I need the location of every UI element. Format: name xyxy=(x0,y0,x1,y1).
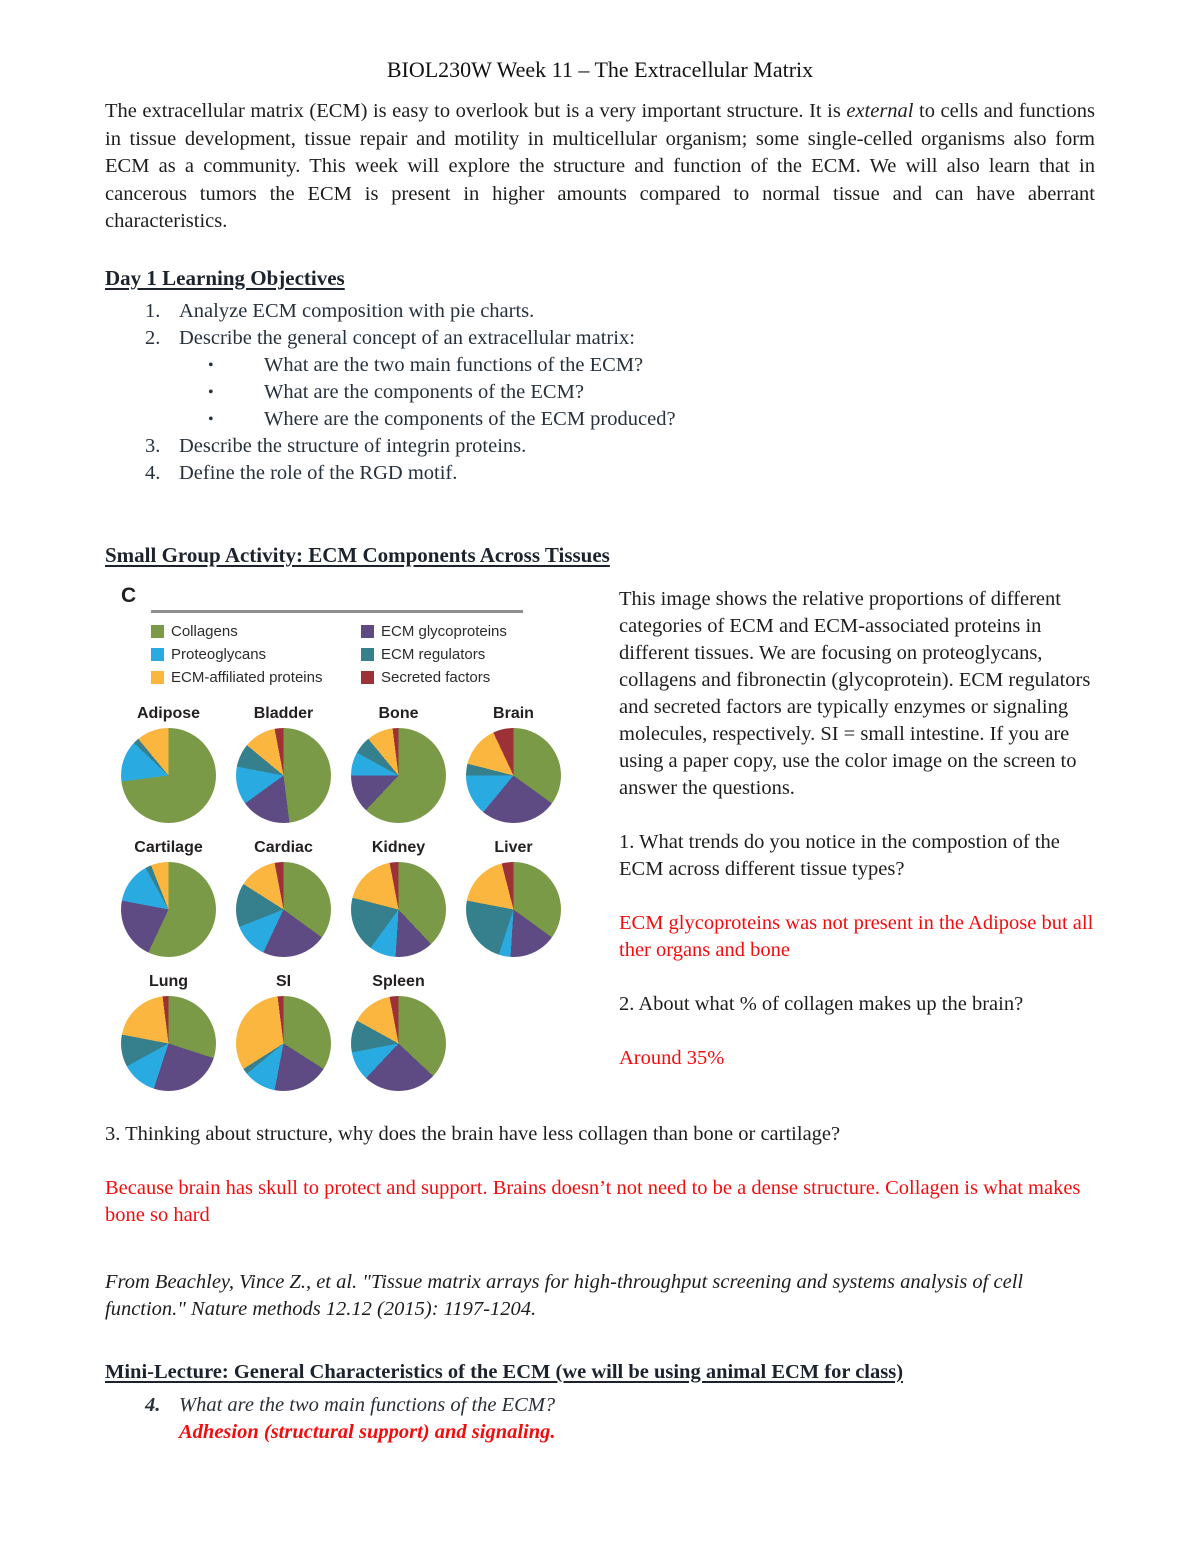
pie-bone xyxy=(351,728,446,823)
pie-label: SI xyxy=(275,972,292,990)
legend-swatch-ecm-regulators xyxy=(361,648,374,661)
pie-si xyxy=(236,996,331,1091)
pie-label: Liver xyxy=(494,838,533,856)
objective-text: Describe the structure of integrin proteins. xyxy=(179,434,527,457)
legend-swatch-ecm-glycoproteins xyxy=(361,625,374,638)
legend-label: Proteoglycans xyxy=(171,645,267,663)
pie-label: Bone xyxy=(378,704,419,722)
intro-italic-word: external xyxy=(846,100,914,122)
question-1: 1. What trends do you notice in the compostion of the ECM across different tissue types? xyxy=(619,830,1060,880)
question-3: 3. Thinking about structure, why does the brain have less collagen than bone or cartilage? xyxy=(105,1122,841,1145)
pie-lung xyxy=(121,996,216,1091)
pie-chart-adipose xyxy=(121,705,216,823)
pie-label: Cardiac xyxy=(254,838,313,856)
objective-text: Describe the general concept of an extracellular matrix: xyxy=(179,326,635,349)
pie-chart-si xyxy=(236,973,331,1091)
objective-item-1 xyxy=(145,298,1095,325)
heading-mini-lecture: Mini-Lecture: General Characteristics of the ECM (we will be using animal ECM for class) xyxy=(105,1360,904,1383)
objectives-list xyxy=(105,298,1095,487)
page-title: BIOL230W Week 11 – The Extracellular Matrix xyxy=(386,57,814,82)
figure-panel-label: C xyxy=(121,583,137,607)
pie-chart-cartilage xyxy=(121,839,216,957)
pie-chart-bladder xyxy=(236,705,331,823)
objective-number: 4. xyxy=(145,461,161,484)
mini-lecture-item-4 xyxy=(145,1392,1095,1419)
objective-2-sub-bullets xyxy=(208,352,1095,433)
legend-label: ECM regulators xyxy=(381,645,486,663)
legend-item-ecm-affiliated xyxy=(151,666,361,689)
pie-chart-lung xyxy=(121,973,216,1091)
pie-label: Cartilage xyxy=(134,838,203,856)
pie-chart-kidney xyxy=(351,839,446,957)
pie-adipose xyxy=(121,728,216,823)
bullet-icon: • xyxy=(208,383,214,401)
ecm-pie-figure xyxy=(105,584,595,1091)
pie-label: Bladder xyxy=(253,704,314,722)
objective-item-3 xyxy=(145,433,1095,460)
sub-bullet-text: What are the components of the ECM? xyxy=(264,380,584,403)
question-2: 2. About what % of collagen makes up the brain? xyxy=(619,992,1024,1015)
legend-swatch-collagens xyxy=(151,625,164,638)
objective-item-4 xyxy=(145,460,1095,487)
legend-label: ECM glycoproteins xyxy=(381,622,507,640)
bullet-icon: • xyxy=(208,356,214,374)
sub-bullet-text: What are the two main functions of the ECM? xyxy=(264,353,644,376)
intro-paragraph xyxy=(105,98,1095,236)
legend-item-proteoglycans xyxy=(151,643,361,666)
objective-number: 1. xyxy=(145,299,161,322)
pie-chart-brain xyxy=(466,705,561,823)
figure-citation: From Beachley, Vince Z., et al. "Tissue matrix arrays for high-throughput screening and systems analysis of cell function." Nature methods 12.12 (2015): 1197-1204. xyxy=(105,1270,1024,1320)
pie-label: Brain xyxy=(493,704,534,722)
legend-label: Collagens xyxy=(171,622,238,640)
figure-legend xyxy=(151,610,523,689)
activity-figure-row xyxy=(105,584,1095,1091)
intro-text-2: to cells and functions in tissue development, tissue repair and motility in multicellular organism; some single-celled organisms also form ECM as a community. This week will explore the structure and function of the ECM. We will also learn that in cancerous tumors the ECM is present in higher amounts compared to normal tissue and can have aberrant characteristics. xyxy=(105,100,1095,232)
figure-description: This image shows the relative proportions of different categories of ECM and ECM-associated proteins in different tissues. We are focusing on proteoglycans, collagens and fibronectin (glycoprotein). ECM regulators and secreted factors are typically enzymes or signaling molecules, respectively. SI = small intestine. If you are using a paper copy, use the color image on the screen to answer the questions. xyxy=(619,587,1091,799)
answer-3: Because brain has skull to protect and support. Brains doesn’t not need to be a dense structure. Collagen is what makes bone so hard xyxy=(105,1176,1081,1226)
objective-number: 2. xyxy=(145,326,161,349)
pie-label: Adipose xyxy=(136,704,201,722)
legend-label: Secreted factors xyxy=(381,668,491,686)
answer-2: Around 35% xyxy=(619,1046,725,1069)
pie-chart-bone xyxy=(351,705,446,823)
pie-label: Spleen xyxy=(372,972,425,990)
sub-bullet-2 xyxy=(208,379,1095,406)
item-text: What are the two main functions of the ECM? xyxy=(179,1393,556,1416)
legend-item-secreted-factors xyxy=(361,666,523,689)
sub-bullet-text: Where are the components of the ECM produced? xyxy=(264,407,676,430)
sub-bullet-1 xyxy=(208,352,1095,379)
bullet-icon: • xyxy=(208,410,214,428)
intro-text-1: The extracellular matrix (ECM) is easy to overlook but is a very important structure. It is xyxy=(105,100,847,122)
pie-chart-grid xyxy=(111,705,595,1091)
legend-item-collagens xyxy=(151,620,361,643)
answer-1: ECM glycoproteins was not present in the Adipose but all ther organs and bone xyxy=(619,911,1094,961)
objective-text: Analyze ECM composition with pie charts. xyxy=(179,299,535,322)
pie-cartilage xyxy=(121,862,216,957)
pie-label: Lung xyxy=(148,972,189,990)
pie-spleen xyxy=(351,996,446,1091)
pie-label: Kidney xyxy=(371,838,426,856)
pie-brain xyxy=(466,728,561,823)
item-number: 4. xyxy=(145,1393,161,1416)
objective-text: Define the role of the RGD motif. xyxy=(179,461,458,484)
answer-4: Adhesion (structural support) and signaling. xyxy=(179,1420,556,1443)
legend-label: ECM-affiliated proteins xyxy=(171,668,323,686)
pie-kidney xyxy=(351,862,446,957)
pie-chart-cardiac xyxy=(236,839,331,957)
objective-number: 3. xyxy=(145,434,161,457)
legend-swatch-ecm-affiliated xyxy=(151,671,164,684)
pie-bladder xyxy=(236,728,331,823)
sub-bullet-3 xyxy=(208,406,1095,433)
legend-item-ecm-glycoproteins xyxy=(361,620,523,643)
pie-chart-liver xyxy=(466,839,561,957)
legend-swatch-secreted-factors xyxy=(361,671,374,684)
objective-item-2 xyxy=(145,325,1095,352)
activity-text-column xyxy=(595,584,1095,1091)
pie-cardiac xyxy=(236,862,331,957)
pie-chart-spleen xyxy=(351,973,446,1091)
heading-day1-objectives: Day 1 Learning Objectives xyxy=(105,265,345,290)
legend-item-ecm-regulators xyxy=(361,643,523,666)
pie-liver xyxy=(466,862,561,957)
legend-swatch-proteoglycans xyxy=(151,648,164,661)
heading-small-group-activity: Small Group Activity: ECM Components Across Tissues xyxy=(105,542,610,567)
